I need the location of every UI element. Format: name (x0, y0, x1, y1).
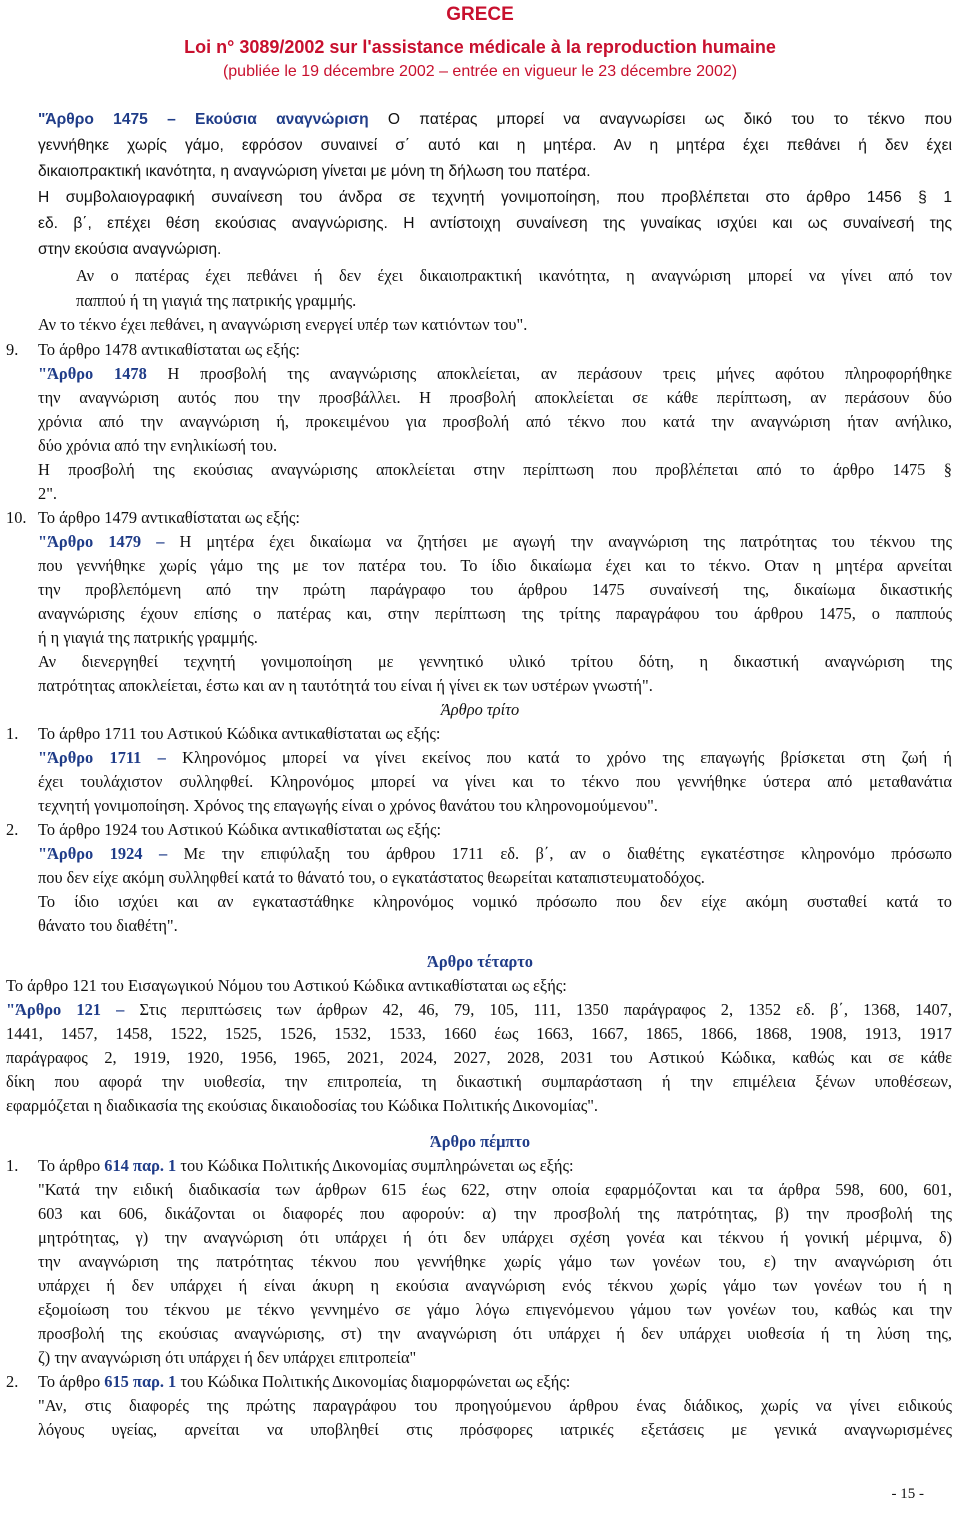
page-number: - 15 - (891, 1486, 924, 1502)
text-line (0, 698, 960, 722)
text-segment: εδ. β΄, επέχει θέση εκούσιας αναγνώρισης. Η αντίστοιχη συναίνεση της γυναίκας ισχύει και ως συναίνεσή της (38, 215, 952, 232)
list-marker: 1. (6, 1156, 19, 1175)
text-segment: υπάρχει ή δεν υπάρχει ή είναι άκυρη η εκούσια αναγνώριση ενός τέκνου χωρίς γάμο των γονέων του ή η (38, 1276, 952, 1295)
text-line (0, 1226, 960, 1250)
text-line (0, 1202, 960, 1226)
text-line (0, 386, 960, 410)
text-line (0, 1154, 960, 1178)
text-line (0, 1178, 960, 1202)
text-line (0, 650, 960, 674)
text-segment: Το άρθρο 1711 του Αστικού Κώδικα αντικαθίσταται ως εξής: (38, 724, 441, 743)
article-reference: "Άρθρο 1924 – (38, 844, 168, 863)
text-segment: Στις περιπτώσεις των άρθρων 42, 46, 79, 105, 111, 1350 παράγραφος 2, 1352 εδ. β΄, 1368, 1407, (124, 1000, 952, 1019)
text-line (0, 950, 960, 974)
text-line (0, 1274, 960, 1298)
list-marker: 1. (6, 724, 19, 743)
article-reference: "Άρθρο 1479 – (38, 532, 165, 551)
article-reference: 614 παρ. 1 (104, 1156, 177, 1175)
text-line (0, 998, 960, 1022)
article-reference: "Άρθρο 1475 – Εκούσια αναγνώριση (38, 111, 369, 128)
text-line (0, 338, 960, 362)
text-line (0, 160, 960, 184)
text-segment: γεννήθηκε χωρίς γάμο, εφρόσον συναινεί σ΄ αυτό και η μητέρα. Αν η μητέρα έχει πεθάνει ή δεν έχει (38, 137, 952, 154)
text-line (0, 746, 960, 770)
text-line (0, 578, 960, 602)
text-segment: Το άρθρο 1479 αντικαθίσταται ως εξής: (38, 508, 300, 527)
text-line (0, 1298, 960, 1322)
text-line (0, 410, 960, 434)
text-segment: λόγους υγείας, αρνείται να υποβληθεί στις πρόσφορες ιατρικές εξετάσεις με γενικά αναγνωρισμένες (38, 1420, 952, 1439)
text-line (0, 1418, 960, 1442)
text-line (0, 770, 960, 794)
article-reference: 615 παρ. 1 (104, 1372, 177, 1391)
text-segment: που γεννήθηκε χωρίς γάμο της με τον πατέρα του. Το ίδιο δικαίωμα έχει και το τέκνο. Οταν η μητέρα αρνείται (38, 556, 952, 575)
text-line (0, 1346, 960, 1370)
text-line (0, 674, 960, 698)
text-segment: έχει τουλάχιστον συλληφθεί. Κληρονόμος μπορεί να γίνει και το τέκνο που γεννήθηκε ύστερα από μεταθανάτια (38, 772, 952, 791)
text-segment: εφαρμόζεται η διαδικασία της εκούσιας δικαιοδοσίας του Κώδικα Πολιτικής Δικονομίας". (6, 1096, 598, 1115)
text-segment: Το άρθρο 1924 του Αστικού Κώδικα αντικαθίσταται ως εξής: (38, 820, 441, 839)
text-line (0, 1250, 960, 1274)
text-line (0, 602, 960, 626)
text-segment: Αν ο πατέρας έχει πεθάνει ή δεν έχει δικαιοπρακτική ικανότητα, η αναγνώριση μπορεί να γίνει από τον (76, 266, 952, 285)
text-segment: Κληρονόμος μπορεί να γίνει εκείνος που κατά το χρόνο της επαγωγής βρίσκεται στη ζωή ή (165, 748, 952, 767)
text-segment: Άρθρο τέταρτο (426, 952, 533, 971)
text-line (0, 186, 960, 210)
text-segment: Το άρθρο 1478 αντικαθίσταται ως εξής: (38, 340, 300, 359)
text-segment: Με την επιφύλαξη του άρθρου 1711 εδ. β΄, αν ο διαθέτης εγκατέστησε κληρονόμο πρόσωπο (167, 844, 953, 863)
text-line (0, 434, 960, 458)
text-segment: στην εκούσια αναγνώριση. (38, 241, 222, 258)
text-segment: Άρθρο πέμπτο (429, 1132, 531, 1151)
text-segment: δύο χρόνια από την ενηλικίωσή του. (38, 436, 278, 455)
list-marker: 2. (6, 1372, 19, 1391)
text-segment: δίκη που αφορά την υιοθεσία, την επιτροπεία, τη δικαστική συμπαράσταση ή την επιμέλεια ξένων υποθέσεων, (6, 1072, 952, 1091)
text-line (0, 1094, 960, 1118)
text-segment: Η προσβολή της εκούσιας αναγνώρισης αποκλείεται στην περίπτωση που προβλέπεται από το άρθρο 1475 § (38, 460, 952, 479)
text-line (0, 890, 960, 914)
text-segment: Αν το τέκνο έχει πεθάνει, η αναγνώριση ενεργεί υπέρ των κατιόντων του". (38, 315, 528, 334)
text-segment: προσβολή της εκούσιας αναγνώρισης, στ) την αναγνώριση ότι υπάρχει ή δεν υπάρχει υιοθεσία ή τη λύση της, (38, 1324, 952, 1343)
text-segment: Η συμβολαιογραφική συναίνεση του άνδρα σε τεχνητή γονιμοποίηση, που προβλέπεται στο άρθρο 1456 § 1 (38, 189, 952, 206)
text-segment: Το άρθρο (38, 1156, 105, 1175)
text-segment: Άρθρο τρίτο (440, 700, 520, 719)
text-segment: την αναγνώριση αυτός που την προσβάλλει. Η προσβολή αποκλείεται σε κάθε περίπτωση, αν περάσουν δύο (38, 388, 952, 407)
text-line (0, 1046, 960, 1070)
text-segment: που δεν είχε ακόμη συλληφθεί κατά το θάνατό του, ο εγκατάστατος θεωρείται καταπιστευματοδόχος. (38, 868, 705, 887)
text-line (0, 866, 960, 890)
text-line (0, 974, 960, 998)
text-segment: πατρότητας αποκλείεται, έστω και αν η ταυτότητά του είναι ή γίνει εκ των υστέρων γνωστή". (38, 676, 653, 695)
list-marker: 2. (6, 820, 19, 839)
text-line (0, 1022, 960, 1046)
text-segment: "Αν, στις διαφορές της πρώτης παραγράφου του προηγούμενου άρθρου ένας διάδικος, χωρίς να γίνει ειδικούς (38, 1396, 952, 1415)
text-line (0, 626, 960, 650)
text-line (0, 1070, 960, 1094)
text-segment: του Κώδικα Πολιτικής Δικονομίας συμπληρώνεται ως εξής: (176, 1156, 574, 1175)
text-segment: την αναγνώριση της πατρότητας τέκνου που γεννήθηκε χωρίς γάμο των γονέων του, ε) την αναγνώριση ότι (38, 1252, 952, 1271)
text-segment: δικαιοπρακτική ικανότητα, η αναγνώριση γίνεται με μόνη τη δήλωση του πατέρα. (38, 163, 591, 180)
text-segment: "Κατά την ειδική διαδικασία των άρθρων 615 έως 622, στην οποία εφαρμόζονται και τα άρθρα 598, 600, 601, (38, 1180, 952, 1199)
article-reference: "Άρθρο 1711 – (38, 748, 166, 767)
text-line (0, 264, 960, 288)
text-segment: Αν διενεργηθεί τεχνητή γονιμοποίηση με γεννητικό υλικό τρίτου δότη, η δικαστική αναγνώριση της (38, 652, 952, 671)
text-line (0, 482, 960, 506)
text-line (0, 530, 960, 554)
text-segment: ζ) την αναγνώριση ότι υπάρχει ή δεν υπάρχει επιτροπεία" (38, 1348, 417, 1367)
text-line (0, 842, 960, 866)
text-line (0, 506, 960, 530)
country-heading: GRECE (446, 4, 514, 25)
text-segment: του Κώδικα Πολιτικής Δικονομίας διαμορφώνεται ως εξής: (176, 1372, 571, 1391)
article-reference: "Άρθρο 1478 (38, 364, 147, 383)
text-line (0, 362, 960, 386)
law-title: Loi n° 3089/2002 sur l'assistance médicale à la reproduction humaine (184, 37, 776, 57)
publication-note: (publiée le 19 décembre 2002 – entrée en vigueur le 23 décembre 2002) (222, 63, 738, 80)
list-marker: 9. (6, 340, 19, 359)
text-line (0, 818, 960, 842)
text-segment: Ο πατέρας μπορεί να αναγνωρίσει ως δικό του το τέκνο που (368, 111, 952, 128)
text-line (0, 554, 960, 578)
text-line (0, 794, 960, 818)
text-line (0, 458, 960, 482)
text-segment: Η προσβολή της αναγνώρισης αποκλείεται, αν περάσουν τρεις μήνες αφότου πληροφορήθηκε (146, 364, 952, 383)
text-segment: 603 και 606, δικάζονται οι διαφορές που αφορούν: α) την προσβολή της πατρότητας, β) την προσβολή της (38, 1204, 952, 1223)
text-line (0, 1370, 960, 1394)
text-segment: Το άρθρο 121 του Εισαγωγικού Νόμου του Αστικού Κώδικα αντικαθίσταται ως εξής: (6, 976, 567, 995)
text-segment: Το ίδιο ισχύει και αν εγκαταστάθηκε κληρονόμος νομικό πρόσωπο που δεν είχε ακόμη συσταθεί κατά το (38, 892, 952, 911)
text-line (0, 134, 960, 158)
text-segment: τεχνητή γονιμοποίηση. Χρόνος της επαγωγής είναι ο χρόνος θανάτου του κληρονομούμενου". (38, 796, 658, 815)
text-line (0, 108, 960, 132)
text-line (0, 722, 960, 746)
text-segment: ή η γιαγιά της πατρικής γραμμής. (38, 628, 258, 647)
text-segment: χρόνια από την αναγνώριση ή, προκειμένου για προσβολή από τέκνο που κατά την αναγνώριση ήταν ανήλικο, (38, 412, 952, 431)
text-segment: παππού ή τη γιαγιά της πατρικής γραμμής. (76, 291, 357, 310)
text-segment: παράγραφος 2, 1919, 1920, 1956, 1965, 2021, 2024, 2027, 2028, 2031 του Αστικού Κώδικα, καθώς και σε κάθε (6, 1048, 952, 1067)
text-segment: 2". (38, 484, 57, 503)
text-line (0, 289, 960, 313)
text-line (0, 313, 960, 337)
text-segment: θάνατο του διαθέτη". (38, 916, 178, 935)
text-segment: αναγνώρισης έχουν επίσης ο πατέρας και, στην περίπτωση της τρίτης παραγράφου του άρθρου 1475, ο παππούς (38, 604, 952, 623)
text-segment: 1441, 1457, 1458, 1522, 1525, 1526, 1532, 1533, 1660 έως 1663, 1667, 1865, 1866, 1868, 1908, 1913, 1917 (6, 1024, 952, 1043)
text-segment: την προβλεπόμενη από την πρώτη παράγραφο του άρθρου 1475 συναίνεσή της, δικαίωμα δικαστικής (38, 580, 952, 599)
text-line (0, 238, 960, 262)
text-line (0, 212, 960, 236)
text-segment: εξομοίωση του τέκνου με τέκνο γεννημένο σε γάμο λόγω επιγενόμενου γάμου των γονέων του, καθώς και την (38, 1300, 952, 1319)
text-segment: μητρότητας, γ) την αναγνώριση ότι υπάρχει ή ότι δεν υπάρχει σχέση γονέα και τέκνου ή γονική μέριμνα, δ) (38, 1228, 952, 1247)
text-line (0, 1394, 960, 1418)
text-line (0, 1130, 960, 1154)
text-line (0, 1322, 960, 1346)
text-line (0, 914, 960, 938)
article-reference: "Άρθρο 121 – (6, 1000, 125, 1019)
text-segment: Το άρθρο (38, 1372, 105, 1391)
list-marker: 10. (6, 508, 27, 527)
text-segment: Η μητέρα έχει δικαίωμα να ζητήσει με αγωγή την αναγνώριση της πατρότητας του τέκνου της (164, 532, 953, 551)
